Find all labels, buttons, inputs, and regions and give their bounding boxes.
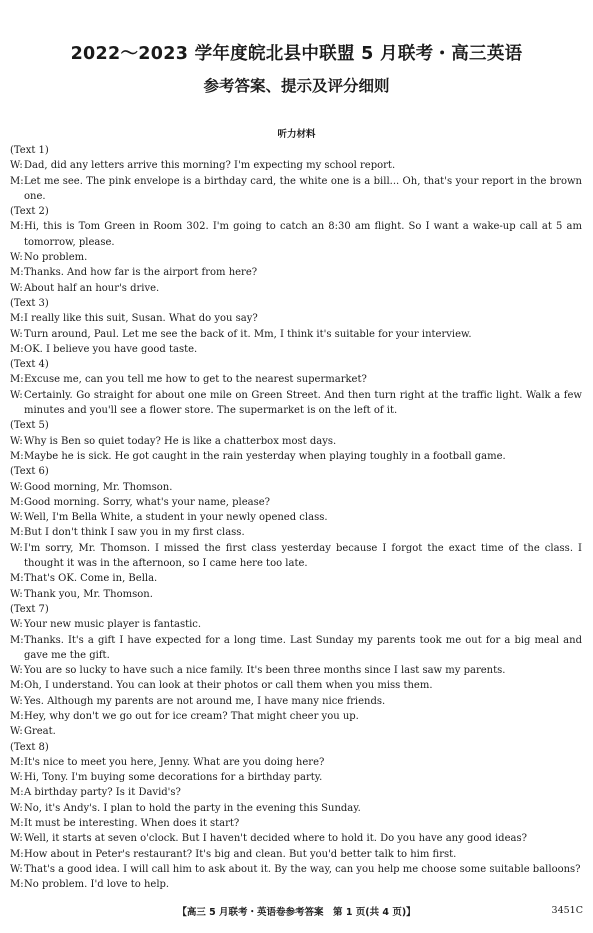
dialogue-line [10,281,582,296]
dialogue-text: Excuse me, can you tell me how to get to the nearest supermarket? [24,374,367,386]
speaker-label: W: [10,328,23,340]
dialogue-line [10,847,582,862]
speaker-label: M: [10,267,24,279]
dialogue-text: Great. [24,726,56,738]
speaker-label: W: [10,833,23,845]
dialogue-text: But I don't think I saw you in my first class. [24,527,245,539]
page-footer: 【高三 5 月联考・英语卷参考答案 第 1 页(共 4 页)】 [177,907,416,918]
speaker-label: M: [10,496,24,508]
listening-transcript [10,143,582,893]
speaker-label: M: [10,221,24,233]
dialogue-text: Oh, I understand. You can look at their photos or call them when you miss them. [24,680,433,692]
speaker-label: M: [10,756,24,768]
dialogue-text: A birthday party? Is it David's? [24,787,181,799]
dialogue-line [10,755,582,770]
text-label: (Text 6) [10,466,49,478]
speaker-label: W: [10,435,23,447]
speaker-label: W: [10,282,23,294]
speaker-label: M: [10,313,24,325]
dialogue-line [10,342,582,357]
dialogue-line [10,801,582,816]
speaker-label: W: [10,252,23,264]
dialogue-text: Let me see. The pink envelope is a birthday card, the white one is a bill... Oh, that's your report in the brown one. [24,175,582,202]
dialogue-text: Maybe he is sick. He got caught in the rain yesterday when playing toughly in a football game. [24,450,506,462]
dialogue-text: Thank you, Mr. Thomson. [24,588,153,600]
speaker-label: M: [10,374,24,386]
dialogue-text: About half an hour's drive. [24,282,160,294]
speaker-label: W: [10,772,23,784]
dialogue-line [10,495,582,510]
speaker-label: W: [10,160,23,172]
speaker-label: M: [10,680,24,692]
dialogue-line [10,617,582,632]
speaker-label: M: [10,818,24,830]
dialogue-line [10,434,582,449]
speaker-label: M: [10,634,24,646]
speaker-label: M: [10,710,24,722]
dialogue-text: OK. I believe you have good taste. [24,343,198,355]
section-title: 听力材料 [277,129,316,140]
dialogue-text: Good morning, Mr. Thomson. [24,481,173,493]
dialogue-line [10,525,582,540]
dialogue-text: Why is Ben so quiet today? He is like a chatterbox most days. [24,435,337,447]
dialogue-line [10,174,582,205]
dialogue-text: Certainly. Go straight for about one mile on Green Street. And then turn right at the traffic light. Walk a few minutes and you'll see a flower store. The supermarket is on the left of it. [24,389,582,417]
dialogue-line [10,571,582,586]
dialogue-text: You are so lucky to have such a nice family. It's been three months since I last saw my parents. [24,665,506,677]
dialogue-line [10,785,582,800]
dialogue-line [10,678,582,693]
dialogue-text: No, it's Andy's. I plan to hold the party in the evening this Sunday. [24,802,361,814]
dialogue-text: Well, it starts at seven o'clock. But I haven't decided where to hold it. Do you have any good ideas? [24,833,527,845]
speaker-label: W: [10,389,23,401]
dialogue-line [10,724,582,739]
dialogue-line [10,587,582,602]
dialogue-text: It must be interesting. When does it start? [24,818,240,830]
dialogue-text: Dad, did any letters arrive this morning? I'm expecting my school report. [24,160,396,172]
dialogue-text: Your new music player is fantastic. [24,619,202,631]
text-label: (Text 8) [10,741,49,753]
speaker-label: W: [10,665,23,677]
dialogue-line [10,770,582,785]
speaker-label: W: [10,695,23,707]
dialogue-line [10,709,582,724]
dialogue-line [10,372,582,387]
dialogue-line [10,862,582,877]
speaker-label: M: [10,848,24,860]
page-title: 2022～2023 学年度皖北县中联盟 5 月联考・高三英语 [70,44,523,64]
dialogue-text: Well, I'm Bella White, a student in your newly opened class. [24,512,328,524]
speaker-label: W: [10,863,23,875]
text-label: (Text 1) [10,145,49,156]
speaker-label: W: [10,588,23,600]
dialogue-line [10,388,582,419]
dialogue-text: Yes. Although my parents are not around me, I have many nice friends. [24,695,386,707]
speaker-label: W: [10,512,23,524]
speaker-label: M: [10,787,24,799]
speaker-label: W: [10,481,23,493]
dialogue-line [10,158,582,173]
dialogue-text: Thanks. And how far is the airport from here? [24,267,258,279]
text-label: (Text 4) [10,359,49,371]
speaker-label: M: [10,450,24,462]
dialogue-line [10,219,582,250]
dialogue-text: Hey, why don't we go out for ice cream? That might cheer you up. [24,710,359,722]
dialogue-text: No problem. [24,252,88,264]
dialogue-line [10,449,582,464]
dialogue-line [10,510,582,525]
speaker-label: W: [10,619,23,631]
speaker-label: M: [10,879,24,891]
dialogue-text: That's a good idea. I will call him to ask about it. By the way, can you help me choose some suitable balloons? [24,863,581,875]
dialogue-text: Hi, Tony. I'm buying some decorations for a birthday party. [24,772,323,784]
dialogue-text: How about in Peter's restaurant? It's big and clean. But you'd better talk to him first. [24,848,457,860]
dialogue-text: Thanks. It's a gift I have expected for a long time. Last Sunday my parents took me out for a big meal and gave me the gift. [24,634,582,661]
dialogue-line [10,265,582,280]
dialogue-line [10,250,582,265]
dialogue-text: I really like this suit, Susan. What do you say? [24,313,258,325]
speaker-label: W: [10,542,23,554]
dialogue-line [10,327,582,342]
paper-code: 3451C [551,905,583,916]
dialogue-line [10,663,582,678]
speaker-label: W: [10,802,23,814]
speaker-label: M: [10,573,24,585]
speaker-label: M: [10,527,24,539]
dialogue-line [10,633,582,664]
text-label: (Text 3) [10,297,49,309]
dialogue-text: I'm sorry, Mr. Thomson. I missed the first class yesterday because I forgot the exact time of the class. I thought it was in the afternoon, so I came here too late. [24,542,582,570]
dialogue-line [10,877,582,892]
dialogue-text: That's OK. Come in, Bella. [24,573,158,585]
dialogue-line [10,311,582,326]
page-subtitle: 参考答案、提示及评分细则 [203,77,390,95]
text-label: (Text 2) [10,206,49,218]
dialogue-line [10,480,582,495]
text-label: (Text 5) [10,420,49,432]
dialogue-line [10,694,582,709]
speaker-label: M: [10,175,24,187]
dialogue-text: Hi, this is Tom Green in Room 302. I'm going to catch an 8:30 am flight. So I want a wake-up call at 5 am tomorrow, please. [24,221,582,248]
dialogue-text: Good morning. Sorry, what's your name, please? [24,496,271,508]
dialogue-line [10,541,582,572]
dialogue-text: No problem. I'd love to help. [24,879,170,891]
speaker-label: W: [10,726,23,738]
speaker-label: M: [10,343,24,355]
text-label: (Text 7) [10,603,49,615]
dialogue-text: It's nice to meet you here, Jenny. What are you doing here? [24,756,325,768]
dialogue-line [10,816,582,831]
dialogue-text: Turn around, Paul. Let me see the back of it. Mm, I think it's suitable for your interview. [24,328,472,340]
dialogue-line [10,831,582,846]
